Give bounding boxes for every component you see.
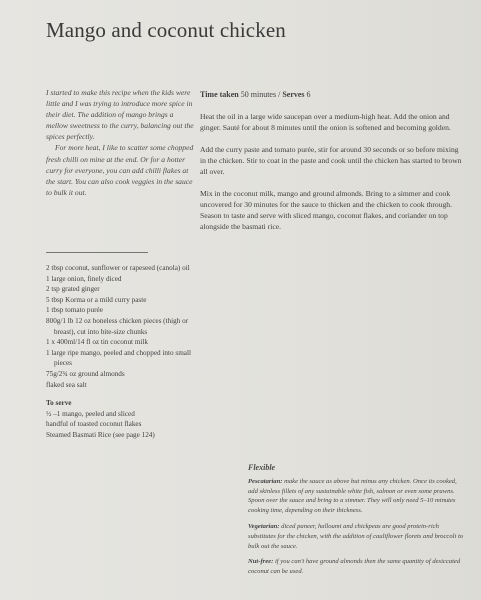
note-label: Nut-free: bbox=[248, 558, 274, 566]
note-label: Vegetarian: bbox=[248, 522, 280, 530]
note-label: Pescatarian: bbox=[248, 477, 283, 485]
flexible-note bbox=[248, 477, 464, 516]
ingredient-item: 1 tbsp tomato purée bbox=[46, 306, 103, 315]
time-label: Time taken bbox=[200, 90, 239, 99]
serves-value: 6 bbox=[306, 90, 311, 99]
flexible-box bbox=[248, 463, 464, 583]
serve-item: ½ –1 mango, peeled and sliced bbox=[46, 409, 135, 418]
meta-separator: / bbox=[278, 90, 281, 99]
ingredient-item: 75g/2¾ oz ground almonds bbox=[46, 369, 125, 378]
to-serve-heading: To serve bbox=[46, 399, 72, 408]
ingredient-item: 1 x 400ml/14 fl oz tin coconut milk bbox=[46, 338, 149, 347]
intro-text bbox=[46, 87, 196, 198]
intro-paragraph: I started to make this recipe when the kids were little and I was trying to introduce more spice in their diet. The addition of mango brings a mellow sweetness to the curry, balancing out the spices perfectly. bbox=[46, 88, 194, 142]
intro-paragraph: For more heat, I like to scatter some chopped fresh chilli on mine at the end. Or for a hotter curry for everyone, you can add chilli flakes at the start. You can also cook veggies in the sauce to bulk it out. bbox=[46, 143, 194, 197]
method-step: Add the curry paste and tomato purée, stir for around 30 seconds or so before mixing in the chicken. Stir to coat in the paste and cook until the chicken has started to brown all over. bbox=[200, 145, 462, 176]
ingredient-item: 800g/1 lb 12 oz boneless chicken pieces (thigh or breast), cut into bite-size chunks bbox=[46, 316, 189, 336]
ingredient-item: 5 tbsp Korma or a mild curry paste bbox=[46, 295, 147, 304]
ingredient-item: 2 tsp grated ginger bbox=[46, 285, 100, 294]
ingredient-item: 1 large ripe mango, peeled and chopped into small pieces bbox=[46, 348, 191, 368]
note-text: diced paneer, halloumi and chickpeas are good protein-rich substitutes for the chicken, with the addition of cauliflower florets and broccoli to bulk out the sauce. bbox=[248, 522, 464, 550]
time-value: 50 minutes bbox=[240, 90, 277, 99]
ingredient-item: 1 large onion, finely diced bbox=[46, 274, 122, 283]
ingredient-item: 2 tbsp coconut, sunflower or rapeseed (canola) oil bbox=[46, 264, 190, 272]
recipe-meta bbox=[200, 89, 462, 100]
ingredient-item: flaked sea salt bbox=[46, 380, 87, 389]
method-step: Heat the oil in a large wide saucepan over a medium-high heat. Add the onion and ginger. Sauté for about 8 minutes until the onion is softened and becoming golden. bbox=[200, 112, 451, 132]
note-text: if you can't have ground almonds then the same quantity of desiccated coconut can be used. bbox=[248, 558, 461, 576]
recipe-title: Mango and coconut chicken bbox=[46, 18, 286, 42]
flexible-note bbox=[248, 522, 464, 551]
serves-label: Serves bbox=[282, 90, 305, 99]
ingredients-list bbox=[46, 263, 206, 441]
method-column bbox=[200, 89, 462, 243]
method-step: Mix in the coconut milk, mango and ground almonds. Bring to a simmer and cook uncovered for 30 minutes for the sauce to thicken and the chicken to cook through. Season to taste and serve with sliced mango, coconut flakes, and coriander on top alongside the basmati rice. bbox=[200, 189, 452, 231]
flexible-heading: Flexible bbox=[248, 463, 276, 472]
divider bbox=[46, 252, 148, 253]
flexible-note bbox=[248, 557, 464, 577]
serve-item: handful of toasted coconut flakes bbox=[46, 420, 142, 429]
serve-item: Steamed Basmati Rice (see page 124) bbox=[46, 430, 155, 439]
note-text: make the sauce as above but minus any chicken. Once its cooked, add skinless fillets of any sustainable white fish, salmon or even some prawns. Spoon over the sauce and bring to a simmer. They will only need 5–10 minutes cooking time, depending on their thickness. bbox=[248, 477, 457, 515]
